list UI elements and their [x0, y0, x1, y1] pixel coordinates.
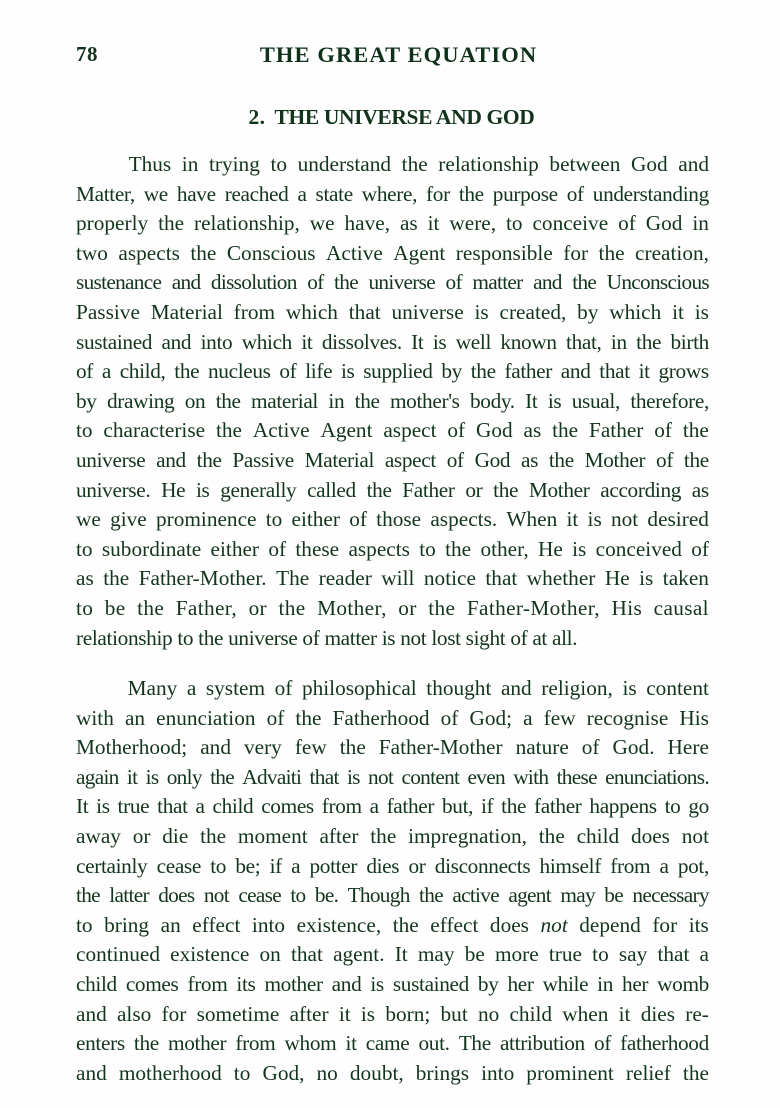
text-line: relationship to the universe of matter is not lost sight of at all.	[76, 625, 578, 650]
text-line: Many a system of philosophical thought and religion, is content	[127, 676, 709, 701]
text-line: as the Father-Mother. The reader will notice that whether He is taken	[76, 566, 709, 591]
text-line: to subordinate either of these aspects to the other, He is conceived of	[76, 536, 709, 561]
text-line: and motherhood to God, no doubt, brings into prominent relief the	[76, 1060, 709, 1085]
text-line: universe and the Passive Material aspect of God as the Mother of the	[76, 447, 709, 472]
text-line: properly the relationship, we have, as it were, to conceive of God in	[76, 211, 709, 236]
text-line: of a child, the nucleus of life is supplied by the father and that it grows	[76, 359, 709, 384]
text-line: universe. He is generally called the Father or the Mother according as	[76, 477, 709, 502]
section-title: THE UNIVERSE AND GOD	[274, 105, 535, 129]
text-line: to be the Father, or the Mother, or the Father-Mother, His causal	[76, 595, 709, 620]
text-line: to characterise the Active Agent aspect of God as the Father of the	[76, 418, 709, 443]
section-heading	[76, 105, 707, 130]
text-line: and also for sometime after it is born; but no child when it dies re-	[76, 1001, 709, 1026]
page-number: 78	[76, 42, 98, 66]
text-line: certainly cease to be; if a potter dies or disconnects himself from a pot,	[76, 853, 709, 878]
paragraph-1	[76, 150, 709, 653]
text-line: Matter, we have reached a state where, for the purpose of understanding	[76, 181, 709, 206]
text-line: child comes from its mother and is sustained by her while in her womb	[76, 972, 709, 997]
text-line: Thus in trying to understand the relationship between God and	[128, 152, 709, 176]
text-line: sustenance and dissolution of the universe of matter and the Unconscious	[76, 270, 709, 295]
text-line: the latter does not cease to be. Though the active agent may be necessary	[76, 883, 709, 908]
text-line: again it is only the Advaiti that is not content even with these enunciations.	[76, 764, 709, 789]
text-line: enters the mother from whom it came out. The attribution of fatherhood	[76, 1031, 709, 1056]
running-head-title: THE GREAT EQUATION	[259, 42, 538, 67]
text-line: we give prominence to either of those aspects. When it is not desired	[76, 507, 709, 532]
text-line: It is true that a child comes from a father but, if the father happens to go	[76, 794, 709, 819]
section-number: 2.	[248, 105, 266, 129]
text-line: Passive Material from which that universe is created, by which it is	[76, 299, 709, 324]
running-head	[76, 42, 707, 70]
text-line: away or die the moment after the impregnation, the child does not	[76, 824, 709, 849]
body-text	[76, 150, 709, 1088]
paragraph-2	[76, 674, 709, 1088]
text-line: to bring an effect into existence, the effect does not depend for its	[76, 912, 709, 937]
text-line: Motherhood; and very few the Father-Mother nature of God. Here	[76, 735, 709, 760]
text-line: two aspects the Conscious Active Agent responsible for the creation,	[76, 240, 709, 265]
text-line: by drawing on the material in the mother's body. It is usual, therefore,	[76, 388, 709, 413]
text-line: sustained and into which it dissolves. It is well known that, in the birth	[76, 329, 709, 354]
text-line: continued existence on that agent. It may be more true to say that a	[76, 942, 709, 967]
text-line: with an enunciation of the Fatherhood of God; a few recognise His	[76, 705, 709, 730]
